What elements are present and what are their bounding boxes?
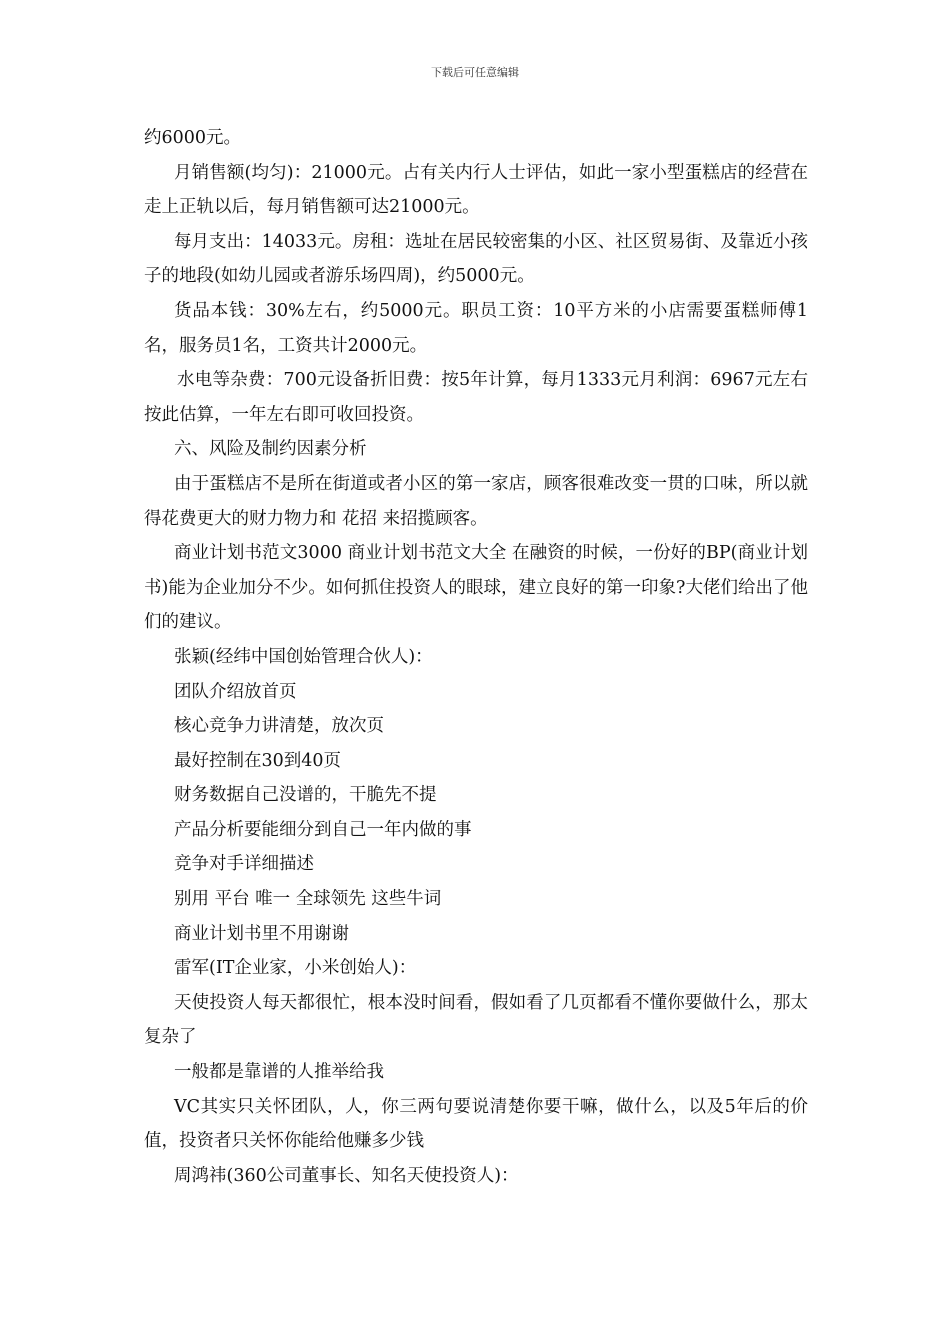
page-header: 下载后可任意编辑 bbox=[431, 66, 519, 79]
list-item: 产品分析要能细分到自己一年内做的事 bbox=[174, 819, 472, 840]
paragraph-21: VC其实只关怀团队，人，你三两句要说清楚你要干嘛，做什么，以及5年后的价值，投资者只关怀你能给他赚多少钱 bbox=[144, 1096, 808, 1152]
paragraph-3: 每月支出：14033元。房租：选址在居民较密集的小区、社区贸易街、及靠近小孩子的地段(如幼儿园或者游乐场四周)，约5000元。 bbox=[144, 231, 808, 287]
list-item: 核心竞争力讲清楚，放次页 bbox=[174, 716, 384, 737]
speaker-zhou-hongyi: 周鸿祎(360公司董事长、知名天使投资人)： bbox=[174, 1165, 519, 1186]
speaker-lei-jun: 雷军(IT企业家，小米创始人)： bbox=[174, 958, 417, 979]
paragraph-20: 一般都是靠谱的人推举给我 bbox=[174, 1062, 384, 1083]
list-item: 财务数据自己没谱的，干脆先不提 bbox=[174, 785, 437, 806]
paragraph-19: 天使投资人每天都很忙，根本没时间看，假如看了几页都看不懂你要做什么，那太复杂了 bbox=[144, 992, 808, 1048]
list-item: 最好控制在30到40页 bbox=[174, 750, 342, 771]
speaker-zhang-ying: 张颖(经纬中国创始管理合伙人)： bbox=[174, 646, 433, 667]
paragraph-7: 由于蛋糕店不是所在街道或者小区的第一家店，顾客很难改变一贯的口味，所以就得花费更大的财力物力和 花招 来招揽顾客。 bbox=[144, 473, 808, 529]
document-body bbox=[144, 121, 808, 1193]
paragraph-1: 约6000元。 bbox=[144, 128, 242, 148]
list-item: 团队介绍放首页 bbox=[174, 681, 297, 702]
list-item: 竞争对手详细描述 bbox=[174, 854, 314, 875]
paragraph-2: 月销售额(均匀)：21000元。占有关内行人士评估，如此一家小型蛋糕店的经营在走上正轨以后，每月销售额可达21000元。 bbox=[144, 162, 808, 218]
paragraph-8: 商业计划书范文3000 商业计划书范文大全 在融资的时候，一份好的BP(商业计划书)能为企业加分不少。如何抓住投资人的眼球，建立良好的第一印象?大佬们给出了他们的建议。 bbox=[144, 543, 808, 633]
list-item: 别用 平台 唯一 全球领先 这些牛词 bbox=[174, 889, 442, 910]
paragraph-5: 水电等杂费：700元设备折旧费：按5年计算，每月1333元月利润：6967元左右按此估算，一年左右即可收回投资。 bbox=[144, 370, 808, 425]
paragraph-4: 货品本钱：30%左右，约5000元。职员工资：10平方米的小店需要蛋糕师傅1名，服务员1名，工资共计2000元。 bbox=[144, 300, 808, 356]
section-heading-risk: 六、风险及制约因素分析 bbox=[174, 439, 367, 460]
list-item: 商业计划书里不用谢谢 bbox=[174, 923, 349, 944]
